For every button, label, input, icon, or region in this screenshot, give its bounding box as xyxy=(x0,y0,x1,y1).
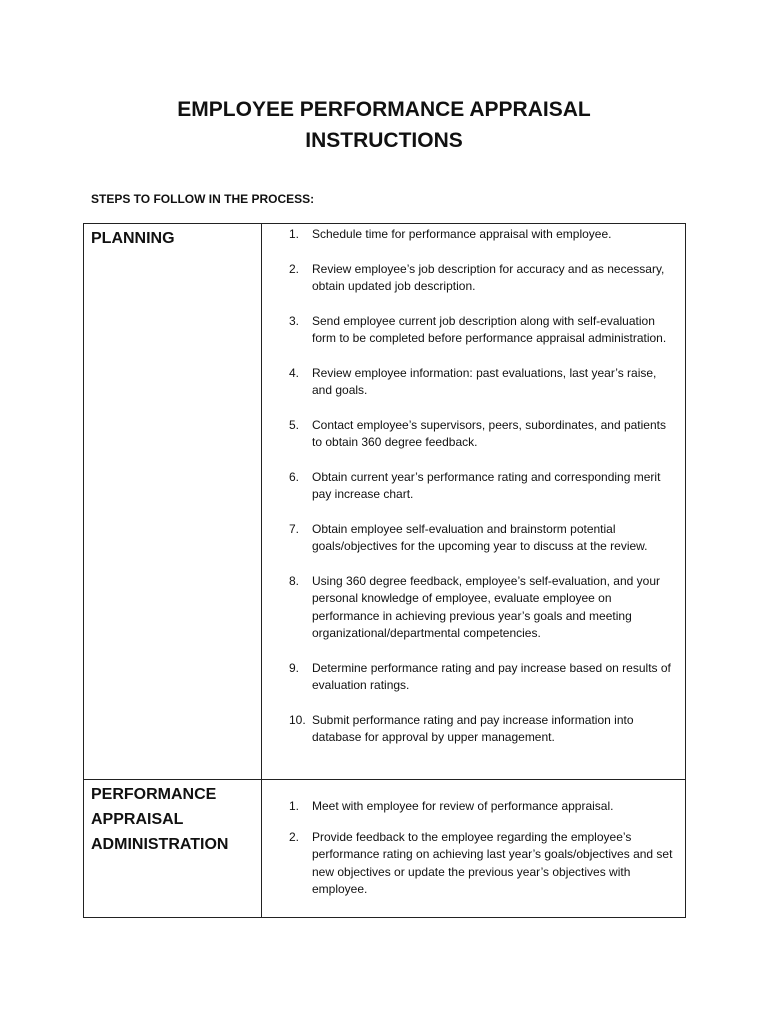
step-text: Send employee current job description along with self-evaluation form to be completed before performance appraisal administration. xyxy=(312,313,667,345)
section-label-line: PLANNING xyxy=(91,230,175,247)
section-label-line: PERFORMANCE xyxy=(91,786,217,803)
steps-heading: STEPS TO FOLLOW IN THE PROCESS: xyxy=(91,192,315,206)
list-item xyxy=(289,261,677,296)
section-steps-planning xyxy=(262,224,686,780)
section-steps-administration xyxy=(262,780,686,918)
step-number: 10. xyxy=(289,712,306,727)
step-number: 1. xyxy=(289,799,300,813)
step-number: 8. xyxy=(289,573,300,588)
list-item xyxy=(289,313,677,348)
list-item xyxy=(289,712,677,747)
list-item xyxy=(289,417,677,452)
section-row-planning xyxy=(84,224,686,780)
step-text: Using 360 degree feedback, employee’s self-evaluation, and your personal knowledge of employee, evaluate employee on performance in achieving previous year’s goals and meeting organizational/departmental competencies. xyxy=(312,573,660,640)
section-label-line: APPRAISAL xyxy=(91,811,184,828)
step-text: Contact employee’s supervisors, peers, subordinates, and patients to obtain 360 degree feedback. xyxy=(312,417,666,449)
list-item xyxy=(289,829,677,899)
step-text: Review employee’s job description for accuracy and as necessary, obtain updated job description. xyxy=(312,261,665,293)
list-item xyxy=(289,573,677,643)
step-number: 5. xyxy=(289,417,300,432)
step-text: Obtain current year’s performance rating and corresponding merit pay increase chart. xyxy=(312,469,661,501)
step-number: 9. xyxy=(289,660,300,675)
title-line-2: INSTRUCTIONS xyxy=(305,129,463,152)
step-number: 2. xyxy=(289,829,300,844)
section-label-administration xyxy=(84,780,262,918)
appraisal-steps-table xyxy=(83,223,686,918)
title-line-1: EMPLOYEE PERFORMANCE APPRAISAL xyxy=(177,98,591,121)
step-number: 7. xyxy=(289,521,300,536)
step-text: Obtain employee self-evaluation and brainstorm potential goals/objectives for the upcoming year to discuss at the review. xyxy=(312,521,648,553)
step-number: 2. xyxy=(289,261,300,276)
step-number: 4. xyxy=(289,365,300,380)
list-item xyxy=(289,469,677,504)
list-item xyxy=(289,798,677,816)
step-text: Review employee information: past evaluations, last year’s raise, and goals. xyxy=(312,365,657,397)
step-list xyxy=(289,780,677,899)
step-text: Submit performance rating and pay increase information into database for approval by upper management. xyxy=(312,712,634,744)
list-item xyxy=(289,521,677,556)
section-row-administration xyxy=(84,780,686,918)
step-text: Determine performance rating and pay increase based on results of evaluation ratings. xyxy=(312,660,671,692)
section-label-line: ADMINISTRATION xyxy=(91,836,229,853)
list-item xyxy=(289,226,677,244)
step-number: 1. xyxy=(289,227,300,241)
document-title xyxy=(0,94,768,156)
step-text: Schedule time for performance appraisal with employee. xyxy=(312,227,612,241)
step-number: 6. xyxy=(289,469,300,484)
step-text: Provide feedback to the employee regarding the employee’s performance rating on achieving last year’s goals/objectives and set new objectives or update the previous year’s objectives with employee. xyxy=(312,829,673,896)
section-label-planning xyxy=(84,224,262,780)
step-number: 3. xyxy=(289,313,300,328)
step-list xyxy=(289,224,677,747)
list-item xyxy=(289,660,677,695)
list-item xyxy=(289,365,677,400)
step-text: Meet with employee for review of performance appraisal. xyxy=(312,799,614,813)
